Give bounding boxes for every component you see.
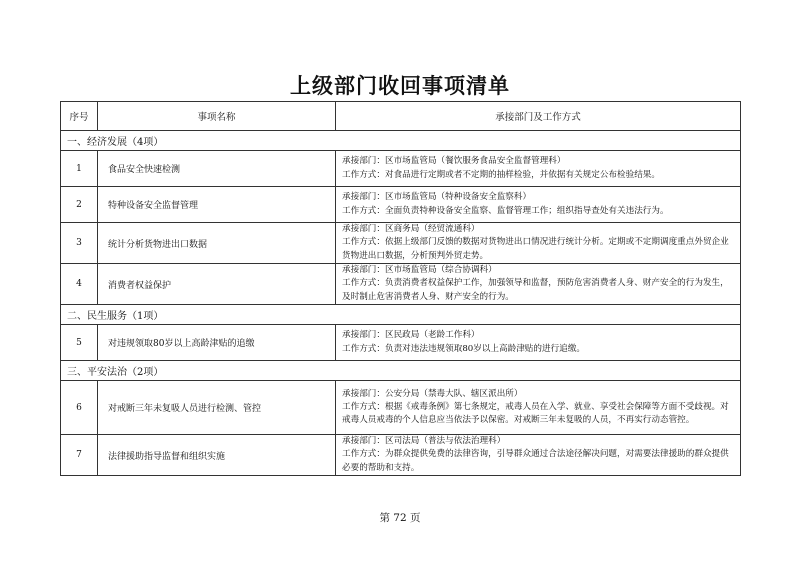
item-dept: 承接部门：公安分局（禁毒大队、辖区派出所） (342, 388, 523, 399)
item-method: 工作方式：对食品进行定期或者不定期的抽样检验，并依据有关规定公布检验结果。 (342, 169, 660, 180)
item-description (336, 325, 741, 361)
header-no: 序号 (61, 102, 98, 131)
item-method: 工作方式：全面负责特种设备安全监察、监督管理工作；组织指导查处有关违法行为。 (342, 205, 669, 216)
item-name: 消费者权益保护 (98, 264, 336, 305)
section-row (61, 305, 741, 325)
item-method: 工作方式：负责消费者权益保护工作，加强领导和监督，预防危害消费者人身、财产安全的行为发生，及时制止危害消费者人身、财产安全的行为。 (342, 278, 729, 302)
item-dept: 承接部门：区司法局（普法与依法治理科） (342, 436, 506, 447)
item-name: 统计分析货物进出口数据 (98, 223, 336, 264)
section-label: 一、经济发展（4项） (61, 131, 741, 151)
item-number: 3 (61, 223, 98, 264)
item-description (336, 151, 741, 187)
item-name: 对戒断三年未复吸人员进行检测、管控 (98, 381, 336, 435)
section-row (61, 361, 741, 381)
header-dept: 承接部门及工作方式 (336, 102, 741, 131)
item-dept: 承接部门：区市场监管局（综合协调科） (342, 265, 497, 276)
item-number: 4 (61, 264, 98, 305)
item-number: 1 (61, 151, 98, 187)
item-method: 工作方式：负责对违法违规领取80岁以上高龄津贴的进行追缴。 (342, 343, 585, 354)
item-dept: 承接部门：区民政局（老龄工作科） (342, 330, 480, 341)
section-label: 二、民生服务（1项） (61, 305, 741, 325)
table-row (61, 325, 741, 361)
item-description (336, 264, 741, 305)
item-number: 5 (61, 325, 98, 361)
item-method: 工作方式：根据《戒毒条例》第七条规定，戒毒人员在入学、就业、享受社会保障等方面不受歧视。对戒毒人员戒毒的个人信息应当依法予以保密。对戒断三年未复吸的人员，不再实行动态管控。 (342, 401, 729, 426)
page-title: 上级部门收回事项清单 (290, 73, 510, 98)
page-number: 第 72 页 (379, 512, 421, 524)
table-row (61, 381, 741, 435)
table-header-row (61, 102, 741, 131)
items-table (60, 101, 741, 476)
item-description (336, 223, 741, 264)
section-label: 三、平安法治（2项） (61, 361, 741, 381)
item-number: 2 (61, 187, 98, 223)
item-description (336, 381, 741, 435)
table-row (61, 435, 741, 476)
item-method: 工作方式：为群众提供免费的法律咨询，引导群众通过合法途径解决问题，对需要法律援助的群众提供必要的帮助和支持。 (342, 449, 729, 473)
item-dept: 承接部门：区市场监管局（特种设备安全监察科） (342, 192, 532, 203)
section-row (61, 131, 741, 151)
item-dept: 承接部门：区商务局（经贸流通科） (342, 224, 480, 235)
table-row (61, 187, 741, 223)
item-method: 工作方式：依据上级部门反馈的数据对货物进出口情况进行统计分析。定期或不定期调度重点外贸企业货物进出口数据，分析预判外贸走势。 (342, 237, 729, 261)
item-name: 法律援助指导监督和组织实施 (98, 435, 336, 476)
item-description (336, 187, 741, 223)
item-description (336, 435, 741, 476)
item-name: 食品安全快速检测 (98, 151, 336, 187)
table-row (61, 264, 741, 305)
item-name: 对违规领取80岁以上高龄津贴的追缴 (98, 325, 336, 361)
item-name: 特种设备安全监督管理 (98, 187, 336, 223)
header-name: 事项名称 (98, 102, 336, 131)
table-row (61, 151, 741, 187)
item-number: 6 (61, 381, 98, 435)
table-row (61, 223, 741, 264)
item-dept: 承接部门：区市场监管局（餐饮服务食品安全监督管理科） (342, 156, 566, 167)
item-number: 7 (61, 435, 98, 476)
